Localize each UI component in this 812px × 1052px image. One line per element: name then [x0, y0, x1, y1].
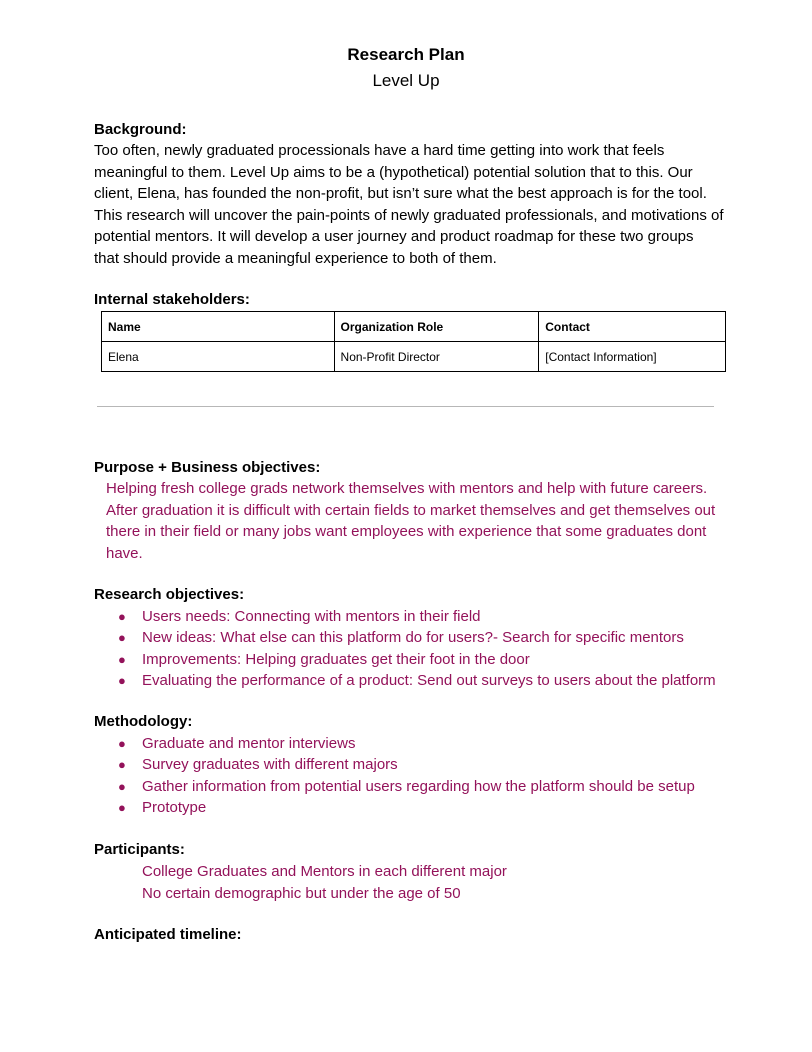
list-item — [94, 754, 695, 775]
list-item — [94, 776, 695, 797]
bullet-icon: ● — [118, 672, 126, 688]
list-item — [94, 649, 716, 670]
list-item-text: Prototype — [142, 798, 207, 816]
table-header-row — [102, 312, 726, 342]
stakeholders-table — [101, 311, 726, 372]
list-item-text: Gather information from potential users regarding how the platform should be setup — [142, 777, 695, 795]
background-line: meaningful to them. Level Up aims to be a (hypothetical) potential solution that to this. Our — [94, 163, 693, 181]
stakeholders-heading: Internal stakeholders: — [94, 291, 250, 308]
horizontal-divider — [97, 406, 714, 407]
column-header-contact: Contact — [539, 312, 726, 342]
list-item — [94, 606, 716, 627]
list-item — [94, 797, 695, 818]
background-line: client, Elena, has founded the non-profit, but isn’t sure what the best approach is for the tool. — [94, 185, 707, 202]
list-item — [94, 733, 695, 754]
timeline-heading: Anticipated timeline: — [94, 926, 242, 943]
participants-line: College Graduates and Mentors in each different major — [142, 863, 507, 880]
list-item-text: New ideas: What else can this platform do for users?- Search for specific mentors — [142, 629, 684, 647]
purpose-line: there in their field or many jobs want employees with experience that some graduates dont — [106, 523, 707, 540]
list-item-text: Graduate and mentor interviews — [142, 735, 356, 752]
bullet-icon: ● — [118, 736, 126, 751]
bullet-icon: ● — [118, 757, 126, 773]
bullet-icon: ● — [118, 799, 126, 815]
background-line: that should provide a meaningful experience to both of them. — [94, 249, 497, 267]
list-item-text: Survey graduates with different majors — [142, 756, 398, 774]
list-item — [94, 627, 716, 648]
bullet-icon: ● — [118, 778, 126, 794]
document-subtitle: Level Up — [372, 71, 440, 90]
table-row — [102, 342, 726, 372]
background-paragraph — [94, 140, 724, 269]
participants-heading: Participants: — [94, 841, 185, 858]
purpose-line: Helping fresh college grads network themselves with mentors and help with future careers. — [106, 480, 708, 497]
cell-name: Elena — [102, 342, 335, 372]
bullet-icon: ● — [118, 609, 126, 624]
bullet-icon: ● — [118, 651, 126, 667]
purpose-line: After graduation it is difficult with certain fields to market themselves and get themselves out — [106, 501, 716, 519]
document-title: Research Plan — [347, 45, 465, 64]
cell-organization-role: Non-Profit Director — [334, 342, 539, 372]
column-header-organization-role: Organization Role — [334, 312, 539, 342]
background-line: This research will uncover the pain-points of newly graduated professionals, and motivations of — [94, 206, 724, 224]
column-header-name: Name — [102, 312, 335, 342]
background-line: Too often, newly graduated processionals have a hard time getting into work that feels — [94, 142, 665, 159]
list-item-text: Improvements: Helping graduates get their foot in the door — [142, 650, 530, 668]
list-item-text: Evaluating the performance of a product: Send out surveys to users about the platform — [142, 671, 716, 689]
participants-text — [142, 861, 507, 904]
research-objectives-list — [94, 606, 716, 691]
purpose-paragraph — [106, 478, 715, 564]
list-item-text: Users needs: Connecting with mentors in their field — [142, 608, 481, 625]
cell-contact: [Contact Information] — [539, 342, 726, 372]
purpose-heading: Purpose + Business objectives: — [94, 459, 321, 476]
purpose-line: have. — [106, 544, 143, 562]
methodology-list — [94, 733, 695, 818]
background-line: potential mentors. It will develop a user journey and product roadmap for these two groups — [94, 228, 694, 245]
background-heading: Background: — [94, 121, 187, 138]
list-item — [94, 670, 716, 691]
methodology-heading: Methodology: — [94, 713, 193, 730]
research-objectives-heading: Research objectives: — [94, 586, 245, 603]
bullet-icon: ● — [118, 630, 126, 646]
participants-line: No certain demographic but under the age of 50 — [142, 884, 461, 902]
